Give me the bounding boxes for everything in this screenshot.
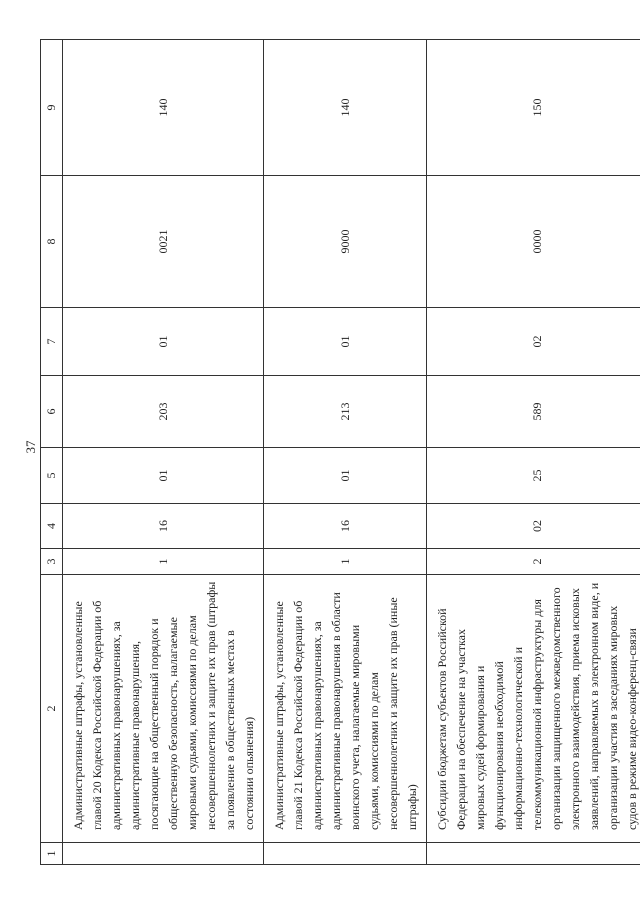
cell-col-9: 140: [63, 40, 264, 176]
cell-col-5: 25: [427, 448, 640, 504]
header-col-5: 5: [41, 448, 63, 504]
cell-col-6: 213: [264, 376, 427, 448]
table-row: [264, 40, 427, 865]
rotated-table-page: [40, 40, 639, 865]
cell-col-7: 01: [264, 308, 427, 376]
cell-description: Административные штрафы, установленные главой 21 Кодекса Российской Федерации об административных правонарушениях, за административные правонарушения в области воинского учета, налагаемые мировыми судьями, комиссиями по делам несовершеннолетних и защите их прав (иные штрафы): [264, 575, 427, 843]
header-col-9: 9: [41, 40, 63, 176]
header-col-4: 4: [41, 504, 63, 549]
header-col-1: 1: [41, 843, 63, 865]
cell-col-1: [427, 843, 640, 865]
cell-col-9: 140: [264, 40, 427, 176]
table-header-row: [41, 40, 63, 865]
page-number: 37: [23, 440, 38, 454]
header-col-7: 7: [41, 308, 63, 376]
budget-classification-table: [40, 39, 640, 865]
header-col-8: 8: [41, 176, 63, 308]
cell-col-6: 589: [427, 376, 640, 448]
cell-col-7: 02: [427, 308, 640, 376]
cell-col-3: 2: [427, 549, 640, 575]
table-row: [427, 40, 640, 865]
cell-col-8: 9000: [264, 176, 427, 308]
header-col-6: 6: [41, 376, 63, 448]
cell-col-1: [264, 843, 427, 865]
cell-col-3: 1: [63, 549, 264, 575]
cell-description: Административные штрафы, установленные главой 20 Кодекса Российской Федерации об административных правонарушениях, за административные правонарушения, посягающие на общественный порядок и общественную безопасность, налагаемые мировыми судьями, комиссиями по делам несовершеннолетних и защите их прав (штрафы за появление в общественных местах в состоянии опьянения): [63, 575, 264, 843]
cell-col-4: 16: [63, 504, 264, 549]
cell-description: Субсидии бюджетам субъектов Российской Федерации на обеспечение на участках мировых судей формирования и функционирования необходимой информационно-технологической и телекоммуникационной инфраструктуры для организации защищенного межведомственного электронного взаимодействия, приема исковых заявлений, направляемых в электронном виде, и организации участия в заседаниях мировых судов в режиме видео-конференц-связи: [427, 575, 640, 843]
cell-col-3: 1: [264, 549, 427, 575]
cell-col-4: 02: [427, 504, 640, 549]
cell-col-8: 0021: [63, 176, 264, 308]
cell-col-5: 01: [264, 448, 427, 504]
cell-col-9: 150: [427, 40, 640, 176]
cell-col-6: 203: [63, 376, 264, 448]
header-col-2: 2: [41, 575, 63, 843]
table-row: [63, 40, 264, 865]
cell-col-8: 0000: [427, 176, 640, 308]
cell-col-4: 16: [264, 504, 427, 549]
cell-col-7: 01: [63, 308, 264, 376]
cell-col-5: 01: [63, 448, 264, 504]
header-col-3: 3: [41, 549, 63, 575]
cell-col-1: [63, 843, 264, 865]
